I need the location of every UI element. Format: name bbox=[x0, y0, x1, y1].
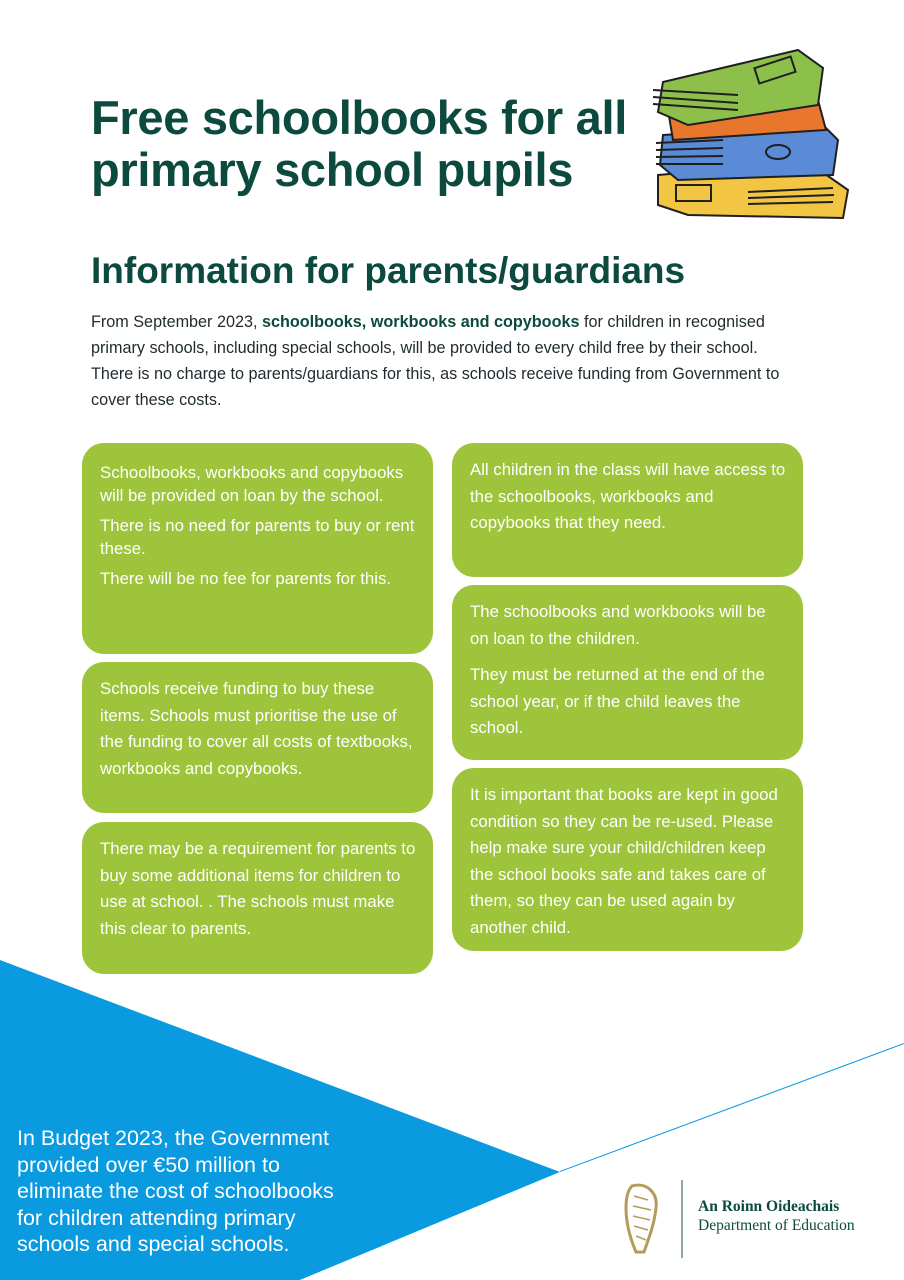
page-title: Free schoolbooks for all primary school pupils bbox=[91, 91, 628, 196]
info-box-access bbox=[452, 443, 803, 577]
loan-text-3: There will be no fee for parents for this. bbox=[100, 569, 392, 588]
info-box-loan bbox=[82, 443, 433, 654]
department-name-irish: An Roinn Oideachais bbox=[698, 1198, 840, 1215]
funding-text: Schools receive funding to buy these items. Schools must prioritise the use of the funding to cover all costs of textbooks, workbooks and copybooks. bbox=[100, 679, 413, 778]
loan-text-2: There is no need for parents to buy or rent these. bbox=[100, 516, 415, 558]
book-stack-illustration bbox=[648, 40, 858, 220]
loan-text-1: Schoolbooks, workbooks and copybooks will be provided on loan by the school. bbox=[100, 463, 404, 505]
department-name-english: Department of Education bbox=[698, 1217, 855, 1234]
info-box-care bbox=[452, 768, 803, 951]
access-text: All children in the class will have access to the schoolbooks, workbooks and copybooks that they need. bbox=[470, 460, 786, 532]
section-subtitle: Information for parents/guardians bbox=[91, 250, 686, 291]
info-box-funding bbox=[82, 662, 433, 813]
additional-text: There may be a requirement for parents to buy some additional items for children to use at school. . The schools must make this clear to parents. bbox=[100, 839, 416, 938]
intro-lead: From September 2023, bbox=[91, 313, 262, 331]
intro-bold: schoolbooks, workbooks and copybooks bbox=[261, 313, 580, 331]
intro-paragraph bbox=[91, 309, 781, 413]
return-text-1: The schoolbooks and workbooks will be on loan to the children. bbox=[470, 602, 766, 648]
info-box-return bbox=[452, 585, 803, 760]
return-text-2: They must be returned at the end of the school year, or if the child leaves the school. bbox=[470, 665, 765, 737]
budget-statement: In Budget 2023, the Government provided over €50 million to eliminate the cost of schoolbooks for children attending primary schools and special schools. bbox=[17, 1126, 334, 1256]
intro-rest: for children in recognised primary schools, including special schools, will be provided to every child free by their school. There is no charge to parents/guardians for this, as schools receive funding from Government to cover these costs. bbox=[91, 313, 780, 409]
care-text: It is important that books are kept in good condition so they can be re-used. Please help make sure your child/children keep the school books safe and takes care of them, so they can be used again by another child. bbox=[470, 785, 778, 937]
